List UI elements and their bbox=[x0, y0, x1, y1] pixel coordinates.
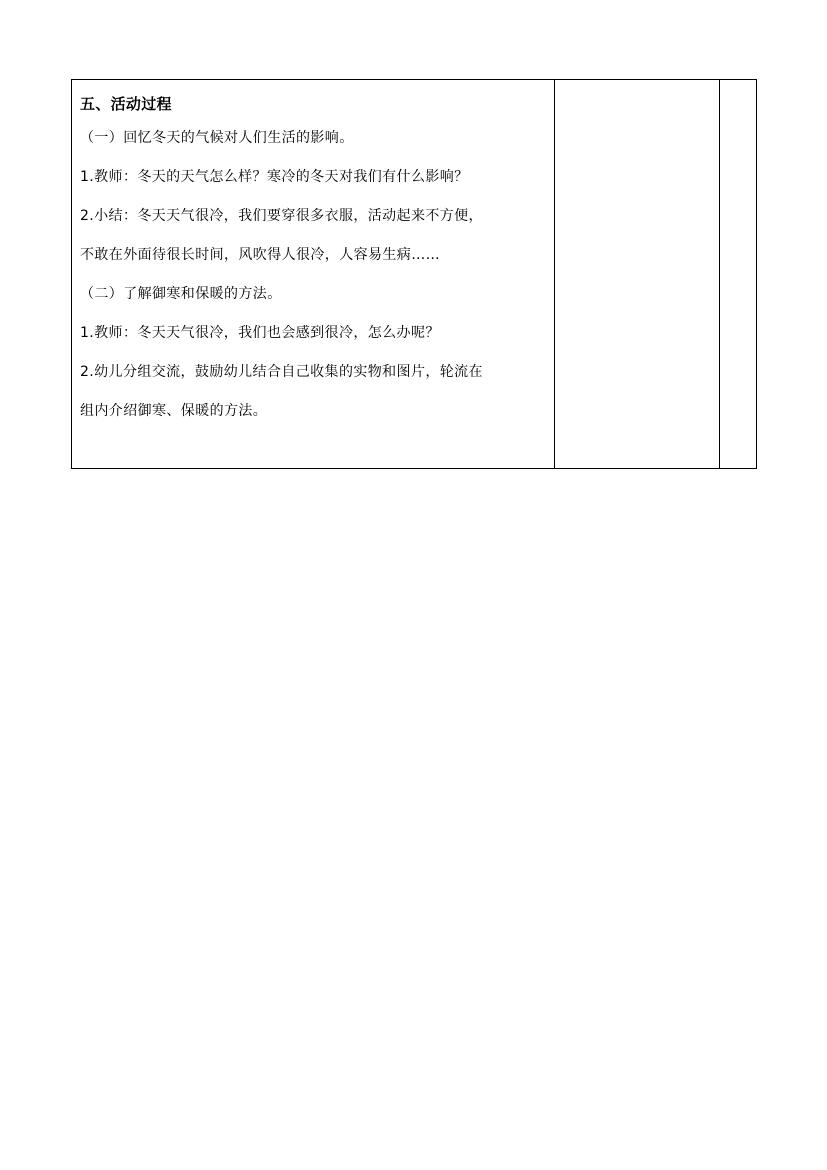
activity-process-content bbox=[72, 80, 554, 421]
paragraph-line: 1.教师：冬天的天气怎么样？寒冷的冬天对我们有什么影响？ bbox=[80, 169, 469, 185]
notes-cell bbox=[554, 80, 719, 469]
paragraph-line: 2.小结：冬天天气很冷，我们要穿很多衣服，活动起来不方便， bbox=[80, 208, 483, 224]
activity-process-cell bbox=[72, 80, 555, 469]
table-row bbox=[72, 80, 757, 469]
lesson-plan-table bbox=[71, 79, 757, 469]
paragraph-line: 组内介绍御寒、保暖的方法。 bbox=[80, 403, 268, 419]
subsection-title-1: （一）回忆冬天的气候对人们生活的影响。 bbox=[80, 130, 354, 146]
paragraph-line: 不敢在外面待很长时间，风吹得人很冷，人容易生病…… bbox=[80, 247, 440, 263]
subsection-title-2: （二）了解御寒和保暖的方法。 bbox=[80, 286, 282, 302]
paragraph-line: 2.幼儿分组交流，鼓励幼儿结合自己收集的实物和图片，轮流在 bbox=[80, 364, 483, 380]
section-heading: 五、活动过程 bbox=[80, 95, 172, 113]
paragraph-line: 1.教师：冬天天气很冷，我们也会感到很冷，怎么办呢？ bbox=[80, 325, 440, 341]
remarks-cell bbox=[719, 80, 756, 469]
